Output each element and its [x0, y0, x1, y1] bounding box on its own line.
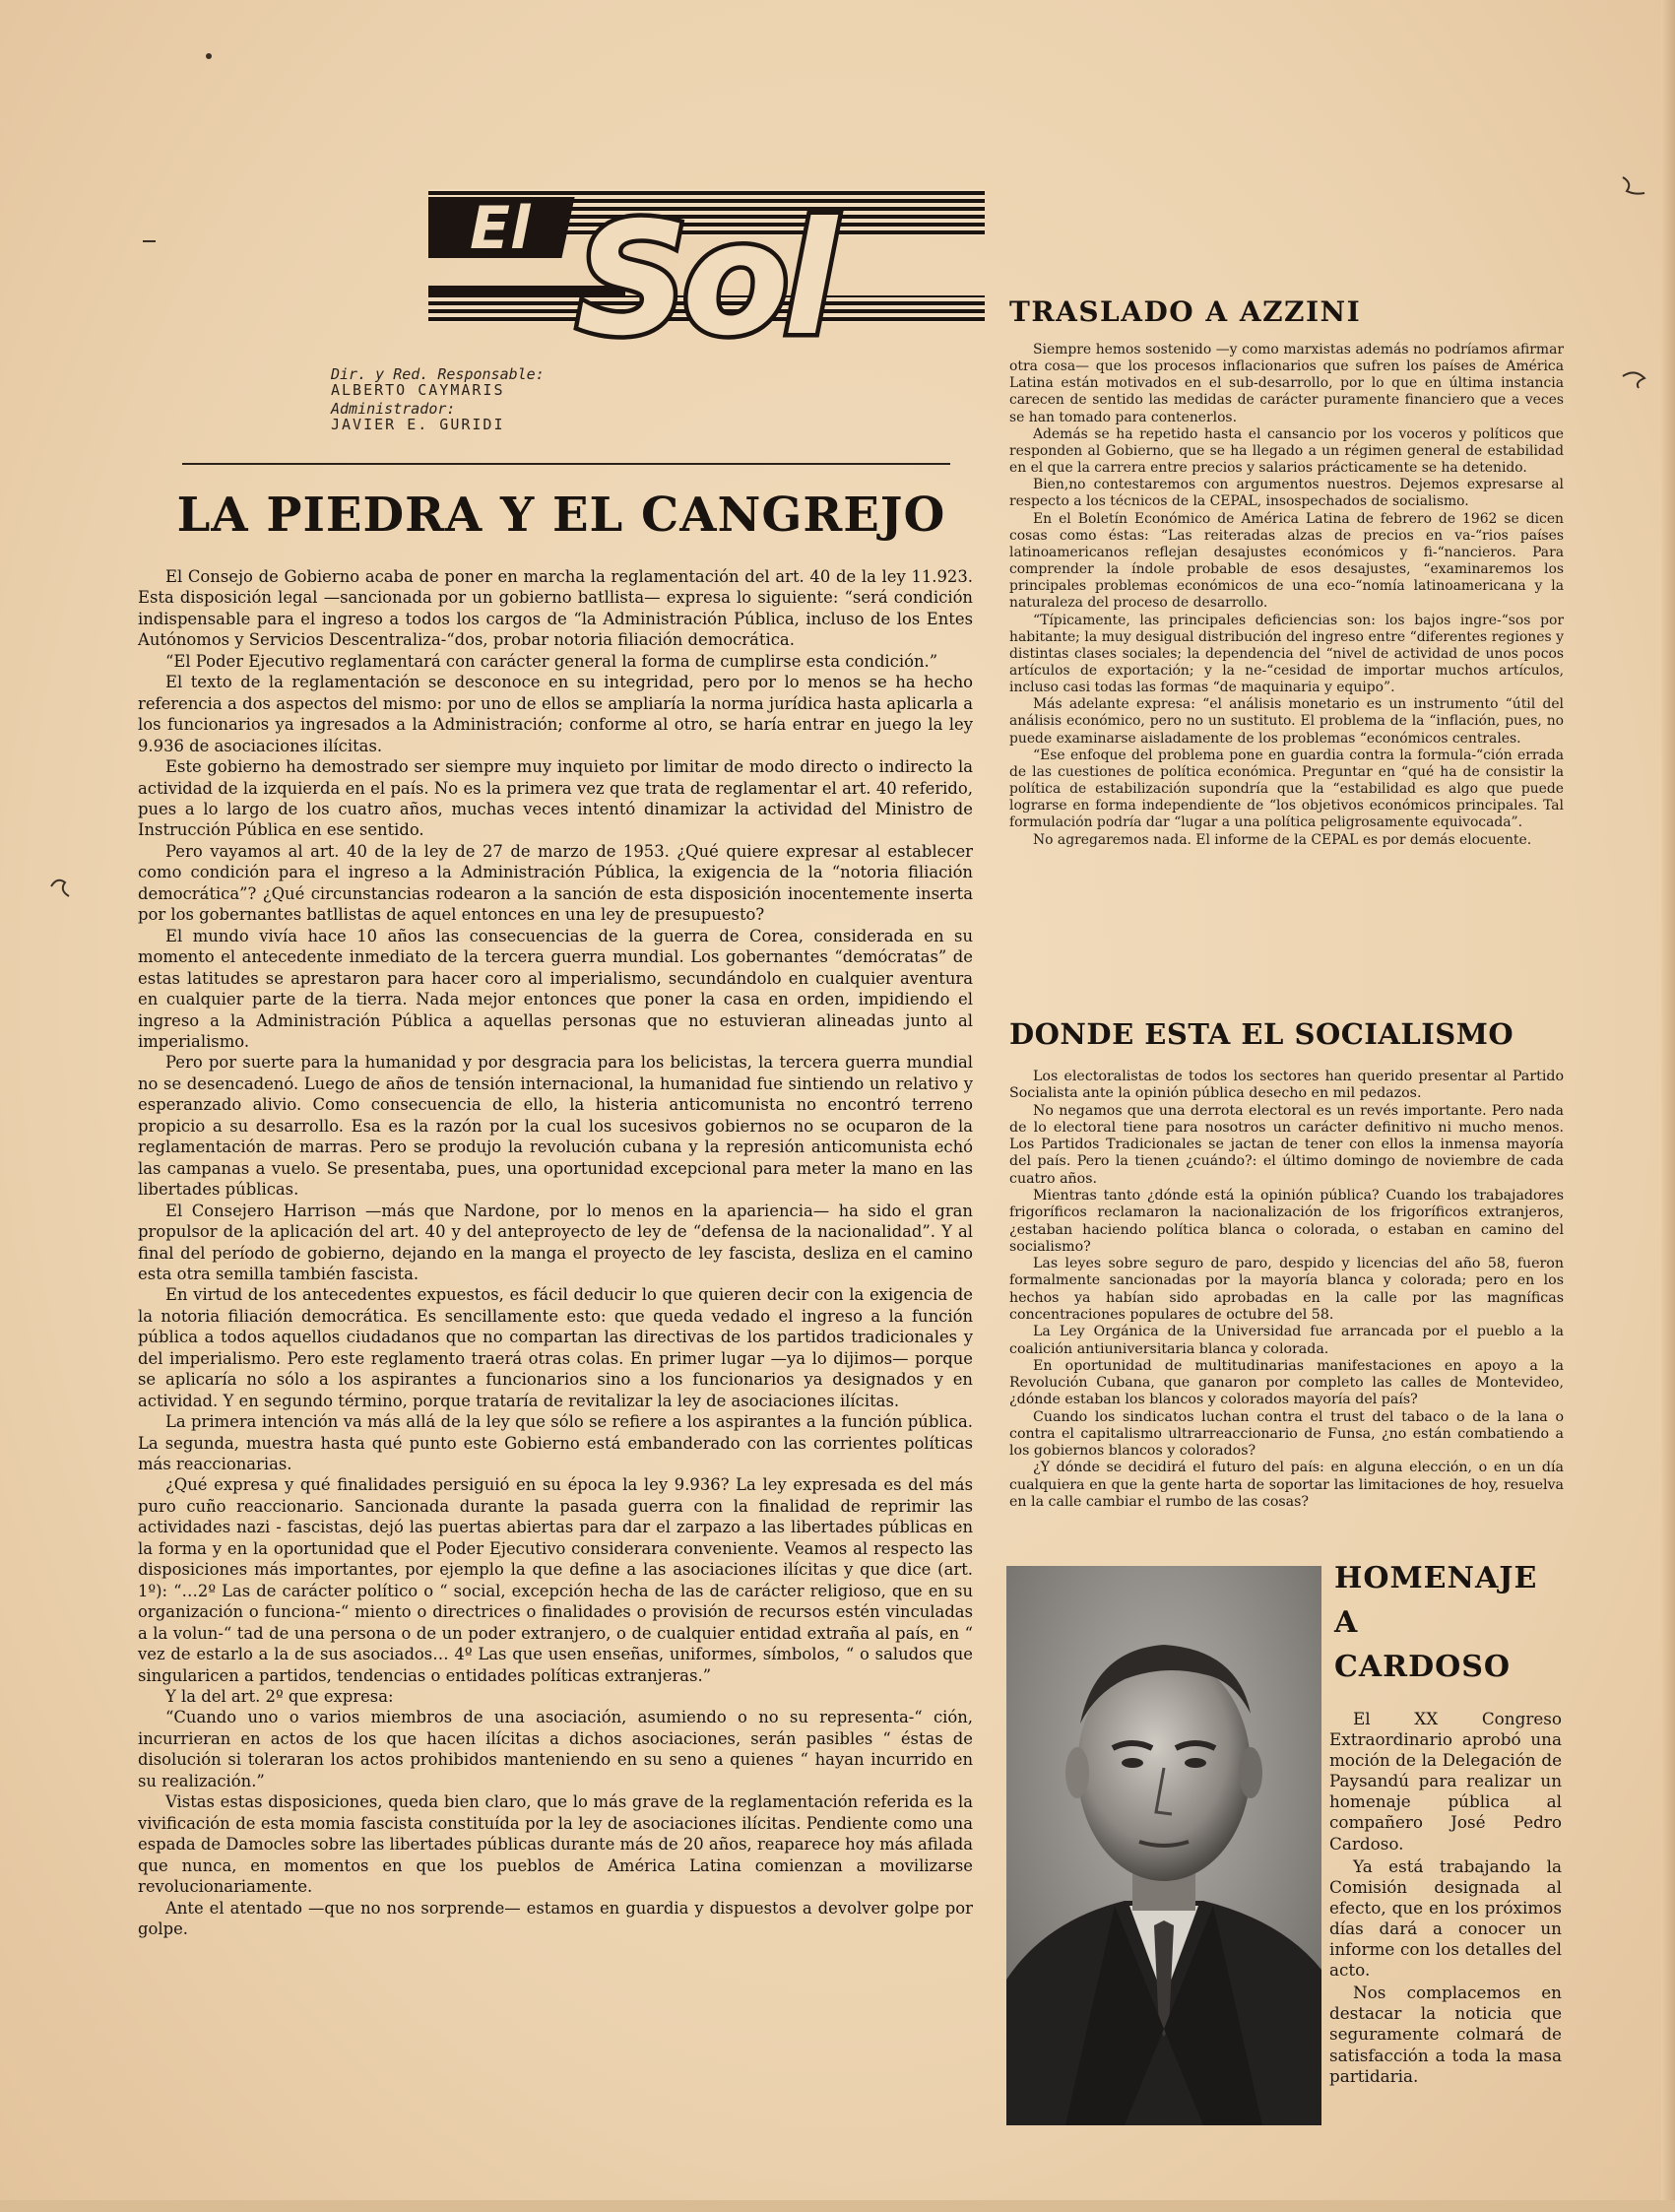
donde-headline: DONDE ESTA EL SOCIALISMO	[1009, 1017, 1514, 1051]
article-paragraph: Y la del art. 2º que expresa:	[165, 1687, 394, 1707]
article-paragraph: La primera intención va más allá de la ley que sólo se refiere a los aspirantes a la función pública. La segunda, muestra hasta qué punto este Gobierno está embanderado con las corrientes políticas más reaccionarias.	[138, 1412, 973, 1474]
article-paragraph: El mundo vivía hace 10 años las consecuencias de la guerra de Corea, considerada en su momento el antecedente inmediato de la tercera guerra mundial. Los gobernantes “demócratas” de estas latitudes se aprestaron para hacer coro al imperialismo, secundándolo en cualquier aventura en cualquier parte de la tierra. Nada mejor entonces que poner la casa en orden, impidiendo el ingreso a la Administración Pública a aquellas personas que no estuvieran alineadas junto al imperialismo.	[138, 926, 973, 1051]
director-name: ALBERTO CAYMARIS	[331, 381, 505, 399]
article-paragraph: ¿Y dónde se decidirá el futuro del país: en alguna elección, o en un día cualquiera en que la gente harta de soportar las limitaciones de hoy, resuelva en la calle cambiar el rumbo de las cosas?	[1009, 1460, 1564, 1511]
article-paragraph: La Ley Orgánica de la Universidad fue arrancada por el pueblo a la coalición antiuniversitaria blanca y colorada.	[1009, 1324, 1564, 1357]
logo-sol-text: Sol	[576, 189, 831, 355]
article-paragraph: “Cuando uno o varios miembros de una asociación, asumiendo o no su representa-“ ción, incurrieran en actos de los que hacen ilícitas a dichos asociaciones, serán pasibles “ éstas de disolución si toleraran los actos prohibidos manteniendo en su seno a quienes “ hayan incurrido en su realización.”	[138, 1708, 973, 1790]
article-paragraph: Los electoralistas de todos los sectores han querido presentar al Partido Socialista ante la opinión pública desecho en mil pedazos.	[1009, 1069, 1564, 1102]
article-paragraph: “Típicamente, las principales deficiencias son: los bajos ingre-“sos por habitante; la muy desigual distribución del ingreso entre “diferentes regiones y distintas clases sociales; la dependencia del “nivel de actividad de unos pocos artículos de exportación; y la ne-“cesidad de importar muchos artículos, incluso casi todas las formas “de maquinaria y equipo”.	[1009, 612, 1564, 696]
article-paragraph: Además se ha repetido hasta el cansancio por los voceros y políticos que responden al Gobierno, que se ha llegado a un régimen general de estabilidad en el que la carrera entre precios y salarios prácticamente se ha detenido.	[1009, 425, 1564, 477]
admin-name: JAVIER E. GURIDI	[331, 416, 505, 433]
article-paragraph: Más adelante expresa: “el análisis monetario es un instrumento “útil del análisis económico, pero no un sustituto. El problema de la “inflación, pues, no puede examinarse aisladamente de los problemas “económicos centrales.	[1009, 696, 1564, 747]
article-paragraph: Vistas estas disposiciones, queda bien claro, que lo más grave de la reglamentación referida es la vivificación de esta momia fascista constituída por la ley de asociaciones ilícitas. Pendiente como una espada de Damocles sobre las libertades públicas durante más de 20 años, reaparece hoy más afilada que nunca, en momentos en que los pueblos de América Latina comienzan a movilizarse revolucionariamente.	[138, 1792, 973, 1897]
article-paragraph: Cuando los sindicatos luchan contra el trust del tabaco o de la lana o contra el capitalismo ultrarreaccionario de Funsa, ¿no están combatiendo a los gobiernos blancos y colorados?	[1009, 1408, 1564, 1460]
homenaje-title-line: A	[1334, 1605, 1359, 1640]
article-paragraph: No agregaremos nada. El informe de la CEPAL es por demás elocuente.	[1033, 831, 1532, 848]
article-paragraph: Bien,no contestaremos con argumentos nuestros. Dejemos expresarse al respecto a los técnicos de la CEPAL, insospechados de socialismo.	[1009, 477, 1564, 510]
director-label: Dir. y Red. Responsable:	[331, 365, 545, 383]
article-paragraph: En oportunidad de multitudinarias manifestaciones en apoyo a la Revolución Cubana, que ganaron por completo las calles de Montevideo, ¿dónde estaban los blancos y colorados mayoría del país?	[1009, 1357, 1564, 1408]
article-paragraph: Nos complacemos en destacar la noticia que seguramente colmará de satisfacción a toda la masa partidaria.	[1329, 1983, 1562, 2086]
article-paragraph: “Ese enfoque del problema pone en guardia contra la formula-“ción errada de las cuestiones de política económica. Preguntar en “qué ha de consistir la política de estabilización supondría que la “estabilidad es algo que puede lograrse en forma independiente de “los objetivos económicos principales. Tal formulación podría dar “lugar a una política peligrosamente equivocada”.	[1009, 747, 1564, 831]
article-paragraph: El XX Congreso Extraordinario aprobó una moción de la Delegación de Paysandú para realizar un homenaje pública al compañero José Pedro Cardoso.	[1329, 1709, 1562, 1854]
paper-scuff	[1623, 177, 1644, 194]
article-paragraph: Este gobierno ha demostrado ser siempre muy inquieto por limitar de modo directo o indirecto la actividad de la izquierda en el país. No es la primera vez que trata de reglamentar el art. 40 referido, pues a lo largo de los cuatro años, muchas veces intentó dinamizar la actividad del Ministro de Instrucción Pública en ese sentido.	[138, 757, 973, 840]
homenaje-title-line: CARDOSO	[1334, 1650, 1512, 1684]
article-paragraph: Pero por suerte para la humanidad y por desgracia para los belicistas, la tercera guerra mundial no se desencadenó. Luego de años de tensión internacional, la humanidad fue sintiendo un relativo y esperanzado alivio. Como consecuencia de ello, la histeria anticomunista no encontró terreno propicio a su desarrollo. Esa es la razón por la cual los sucesivos gobiernos no se ocuparon de la reglamentación de marras. Pero se produjo la revolución cubana y la represión anticomunista echó las campanas a vuelo. Se presentaba, pues, una oportunidad excepcional para meter la mano en las libertades públicas.	[138, 1053, 973, 1200]
homenaje-title-line: HOMENAJE	[1334, 1561, 1538, 1595]
article-paragraph: ¿Qué expresa y qué finalidades persiguió en su época la ley 9.936? La ley expresada es del más puro cuño reaccionario. Sancionada durante la pasada guerra con la finalidad de reprimir las actividades nazi - fascistas, dejó las puertas abiertas para dar el zarpazo a las libertades públicas en la forma y en la oportunidad que el Poder Ejecutivo considerara conveniente. Veamos al respecto las disposiciones más importantes, por ejemplo la que define a las asociaciones ilícitas y que dice (art. 1º): “…2º Las de carácter político o “ social, excepción hecha de las de carácter religioso, que en su organización o funciona-“ miento o directrices o finalidades o provisión de recursos estén vinculadas a la volun-“ tad de una persona o de un poder extranjero, o de cualquier entidad extraña al país, en “ vez de estarlo a la de sus asociados… 4º Las que usen enseñas, uniformes, símbolos, “ o saludos que singularicen a partidos, tendencias o entidades políticas extranjeras.”	[138, 1475, 973, 1685]
article-paragraph: Mientras tanto ¿dónde está la opinión pública? Cuando los trabajadores frigoríficos reclamaron la nacionalización de los frigoríficos extranjeros, ¿estaban haciendo política blanca o colorada, o estaban en camino del socialismo?	[1009, 1187, 1564, 1255]
traslado-headline: TRASLADO A AZZINI	[1009, 295, 1362, 328]
article-paragraph: El Consejero Harrison —más que Nardone, por lo menos en la apariencia— ha sido el gran propulsor de la aplicación del art. 40 y del anteproyecto de ley de “defensa de la nacionalidad”. Y al final del período de gobierno, dejando en la manga el proyecto de ley fascista, desliza en el camino esta otra semilla también fascista.	[138, 1201, 973, 1283]
main-headline: LA PIEDRA Y EL CANGREJO	[176, 488, 946, 543]
article-paragraph: El texto de la reglamentación se desconoce en su integridad, pero por lo menos se ha hecho referencia a dos aspectos del mismo: por uno de ellos se ampliaría la norma jurídica hasta aplicarla a los funcionarios ya ingresados a la Administración; conforme al otro, se haría entrar en juego la ley 9.936 de asociaciones ilícitas.	[138, 673, 973, 755]
admin-label: Administrador:	[331, 400, 456, 418]
article-paragraph: Ante el atentado —que no nos sorprende— estamos en guardia y dispuestos a devolver golpe por golpe.	[138, 1898, 973, 1938]
article-paragraph: Siempre hemos sostenido —y como marxistas además no podríamos afirmar otra cosa— que los procesos inflacionarios que sufren los países de América Latina están motivados en el sub-desarrollo, por lo que en última instancia carecen de sentido las medidas de carácter puramente financiero que a veces se han tomado para contenerlos.	[1009, 342, 1564, 425]
article-paragraph: No negamos que una derrota electoral es un revés importante. Pero nada de lo electoral tiene para nosotros un carácter definitivo ni mucho menos. Los Partidos Tradicionales se jactan de tener con ellos la inmensa mayoría del país. Pero la tienen ¿cuándo?: el último domingo de noviembre de cada cuatro años.	[1009, 1102, 1564, 1187]
article-paragraph: En virtud de los antecedentes expuestos, es fácil deducir lo que quieren decir con la exigencia de la notoria filiación democrática. Es sencillamente esto: que queda vedado el ingreso a la función pública a todos aquellos ciudadanos que no compartan las directivas de los partidos tradicionales y del imperialismo. Pero este reglamento traerá otras colas. En primer lugar —ya lo dijimos— porque se aplicaría no sólo a los aspirantes a funcionarios sino a los funcionarios ya designados y en actividad. Y en segundo término, porque trataría de revitalizar la ley de asociaciones ilícitas.	[138, 1285, 973, 1410]
paper-spot	[206, 53, 212, 59]
article-paragraph: “El Poder Ejecutivo reglamentará con carácter general la forma de cumplirse esta condición.”	[165, 651, 938, 671]
article-paragraph: El Consejo de Gobierno acaba de poner en marcha la reglamentación del art. 40 de la ley 11.923. Esta disposición legal —sancionada por un gobierno batllista— expresa lo siguiente: “será condición indispensable para el ingreso a todos los cargos de “la Administración Pública, incluso de los Entes Autónomos y Servicios Descentraliza-“dos, probar notoria filiación democrática.	[138, 567, 973, 650]
article-paragraph: Las leyes sobre seguro de paro, despido y licencias del año 58, fueron formalmente sancionadas por la mayoría blanca y colorada; pero en los hechos ya habían sido aprobadas en la calle por las magníficas concentraciones populares de octubre del 58.	[1009, 1256, 1564, 1323]
paper-scuff	[51, 880, 69, 896]
article-paragraph: Ya está trabajando la Comisión designada al efecto, que en los próximos días dará a conocer un informe con los detalles del acto.	[1329, 1855, 1562, 1981]
paper-scuff	[1623, 372, 1644, 388]
article-paragraph: Pero vayamos al art. 40 de la ley de 27 de marzo de 1953. ¿Qué quiere expresar al establecer como condición para el ingreso a la Administración Pública, la exigencia de la “notoria filiación democrática”? ¿Qué circunstancias rodearon a la sanción de esta disposición inocentemente inserta por los gobernantes batllistas de aquel entonces en una ley de presupuesto?	[138, 841, 973, 925]
logo-el-text: El	[470, 194, 531, 263]
article-paragraph: En el Boletín Económico de América Latina de febrero de 1962 se dicen cosas como éstas: “Las reiteradas alzas de precios en va-“rios países latinoamericanos reflejan desajustes económicos y fi-“nancieros. Para comprender la índole probable de esos desajustes, “examinaremos los principales problemas económicos de una eco-“nomía latinoamericana y la naturaleza del proceso de desarrollo.	[1009, 510, 1564, 612]
